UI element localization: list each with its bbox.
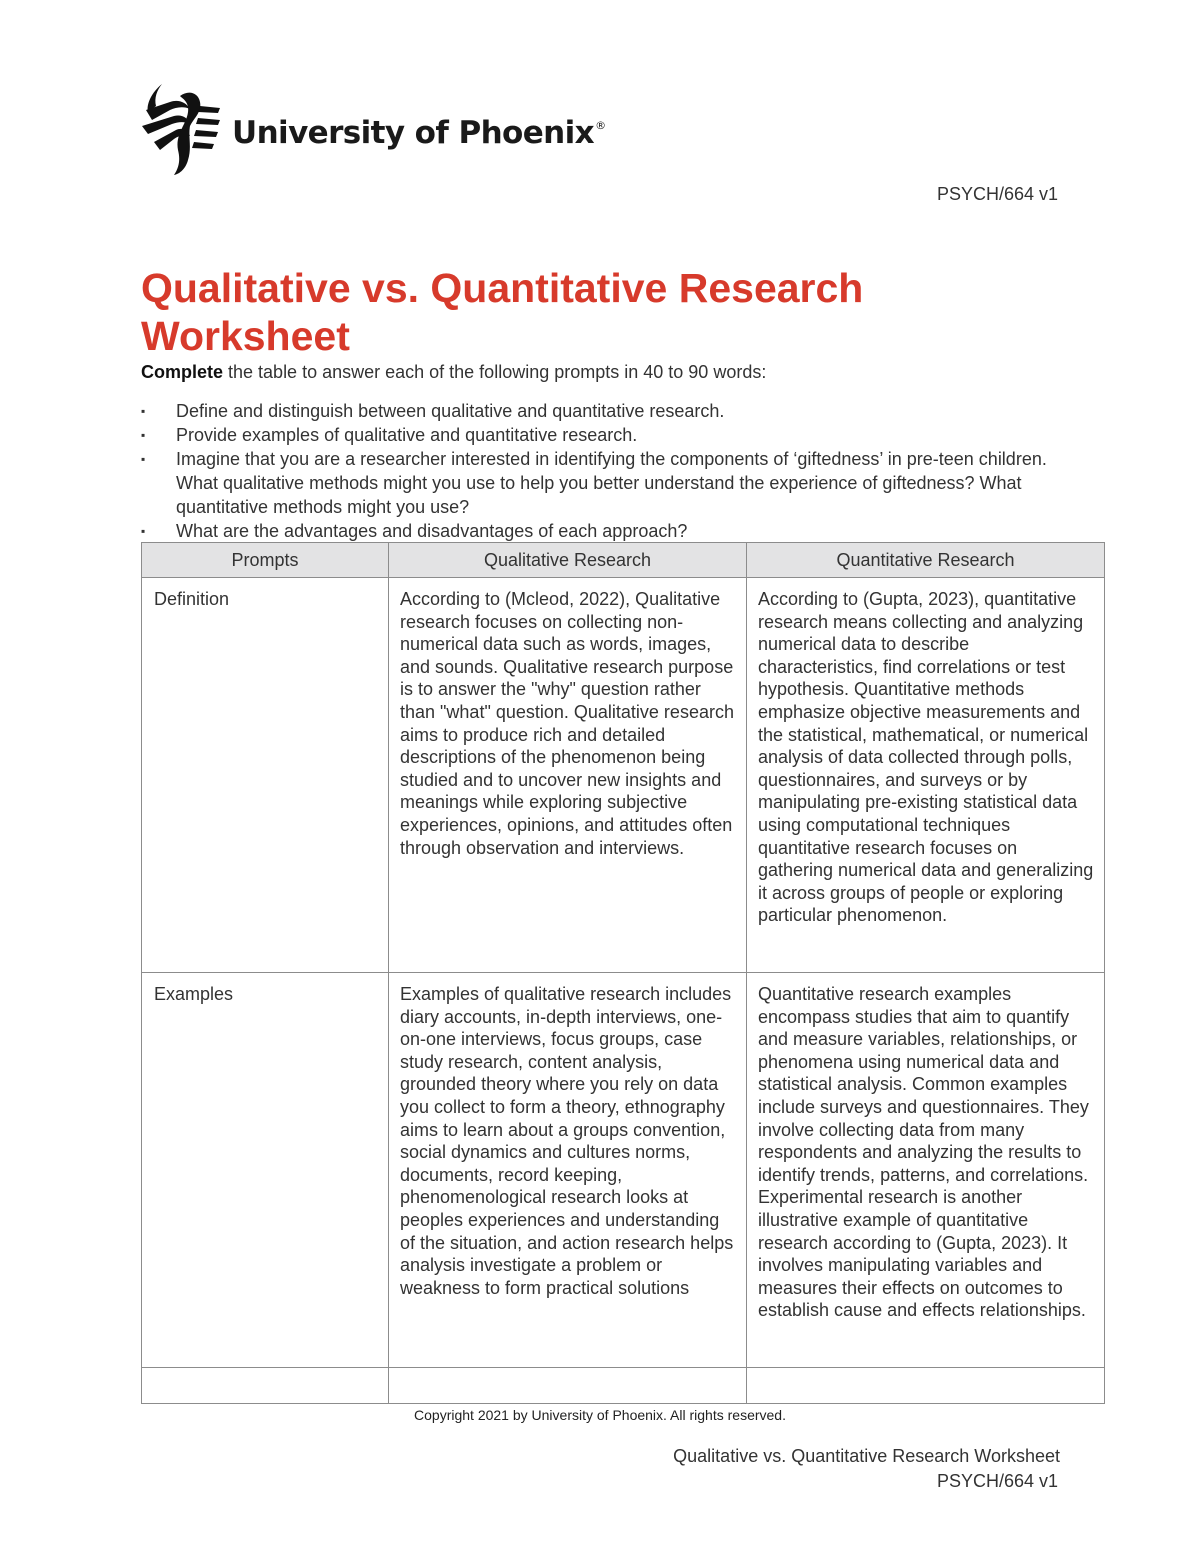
prompt-item: ▪ What are the advantages and disadvantages of each approach? bbox=[141, 519, 1061, 543]
prompt-item: ▪ Define and distinguish between qualitative and quantitative research. bbox=[141, 399, 1061, 423]
logo-wordmark bbox=[232, 115, 605, 151]
qualitative-cell[interactable] bbox=[389, 1368, 747, 1404]
quantitative-cell[interactable]: According to (Gupta, 2023), quantitative research means collecting and analyzing numerical data to describe characteristics, find correlations or test hypothesis. Quantitative methods emphasize objective measurements and the statistical, mathematical, or numerical analysis of data collected through polls, questionnaires, and surveys or by manipulating pre-existing statistical data using computational techniques quantitative research focuses on gathering numerical data and generalizing it across groups of people or exploring particular phenomenon. bbox=[747, 578, 1105, 973]
qualitative-cell[interactable]: Examples of qualitative research includes diary accounts, in-depth interviews, one-on-one interviews, focus groups, case study research, content analysis, grounded theory where you rely on data you collect to form a theory, ethnography aims to learn about a groups convention, social dynamics and cultures norms, documents, record keeping, phenomenological research looks at peoples experiences and understanding of the situation, and action research helps analysis investigate a problem or weakness to form practical solutions bbox=[389, 973, 747, 1368]
copyright-notice: Copyright 2021 by University of Phoenix. All rights reserved. bbox=[414, 1407, 786, 1423]
row-prompt-cell: Examples bbox=[142, 973, 389, 1368]
prompt-list bbox=[141, 399, 1061, 543]
page-title: Qualitative vs. Quantitative Research Worksheet bbox=[141, 265, 864, 359]
course-code: PSYCH/664 v1 bbox=[936, 184, 1058, 204]
prompt-item: ▪ Provide examples of qualitative and quantitative research. bbox=[141, 423, 1061, 447]
instructions-bold: Complete bbox=[141, 362, 224, 382]
instructions-text: the table to answer each of the following prompts in 40 to 90 words: bbox=[223, 362, 767, 382]
header-prompts: Prompts bbox=[142, 543, 389, 578]
row-prompt-cell bbox=[142, 1368, 389, 1404]
quantitative-cell[interactable] bbox=[747, 1368, 1105, 1404]
registered-mark: ® bbox=[595, 119, 606, 132]
logo-name: University of Phoenix bbox=[232, 115, 595, 151]
footer-document-title: Qualitative vs. Quantitative Research Worksheet bbox=[673, 1446, 1060, 1466]
phoenix-bird-icon bbox=[140, 82, 222, 176]
instructions bbox=[141, 362, 766, 383]
header-quantitative: Quantitative Research bbox=[747, 543, 1105, 578]
worksheet-table bbox=[141, 542, 1105, 1404]
qualitative-cell[interactable]: According to (Mcleod, 2022), Qualitative research focuses on collecting non-numerical data such as words, images, and sounds. Qualitative research purpose is to answer the "why" question rather than "what" question. Qualitative research aims to produce rich and detailed descriptions of the phenomenon being studied and to uncover new insights and meanings while exploring subjective experiences, opinions, and attitudes often through observation and interviews. bbox=[389, 578, 747, 973]
table-header-row bbox=[142, 543, 1105, 578]
header-qualitative: Qualitative Research bbox=[389, 543, 747, 578]
row-prompt-cell: Definition bbox=[142, 578, 389, 973]
table-row bbox=[142, 973, 1105, 1368]
quantitative-cell[interactable]: Quantitative research examples encompass studies that aim to quantify and measure variables, relationships, or phenomena using numerical data and statistical analysis. Common examples include surveys and questionnaires. They involve collecting data from many respondents and analyzing the results to identify trends, patterns, and correlations. Experimental research is another illustrative example of quantitative research according to (Gupta, 2023). It involves manipulating variables and measures their effects on outcomes to establish cause and effects relationships. bbox=[747, 973, 1105, 1368]
logo bbox=[140, 82, 605, 176]
table-row bbox=[142, 578, 1105, 973]
footer-course-code: PSYCH/664 v1 bbox=[936, 1471, 1058, 1491]
prompt-item: ▪ Imagine that you are a researcher interested in identifying the components of ‘giftedness’ in pre-teen children. What qualitative methods might you use to help you better understand the experience of giftedness? What quantitative methods might you use? bbox=[141, 447, 1061, 519]
table-row bbox=[142, 1368, 1105, 1404]
